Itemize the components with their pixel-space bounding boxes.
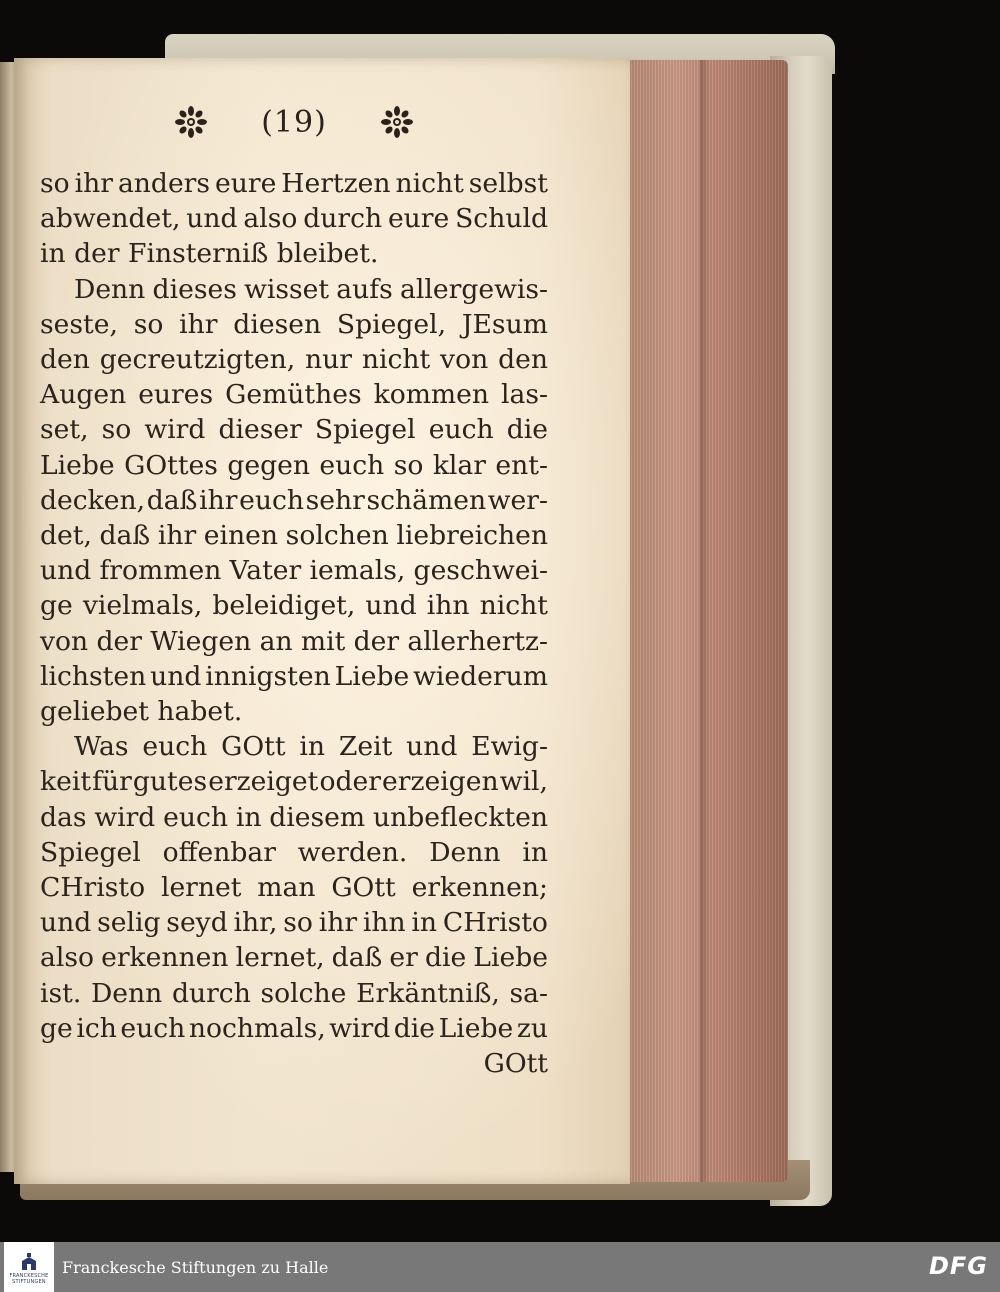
text-line: und frommen Vater iemals, geschwei- bbox=[40, 555, 548, 587]
page-edge-shadow bbox=[700, 60, 710, 1182]
text-line: Liebe GOttes gegen euch so klar ent- bbox=[40, 449, 548, 481]
institution-logo-icon bbox=[18, 1250, 40, 1272]
text-line: set, so wird dieser Spiegel euch die bbox=[40, 414, 548, 446]
book-page bbox=[14, 58, 630, 1184]
catchword: GOtt bbox=[483, 1048, 548, 1080]
text-line: Augen eures Gemüthes kommen las- bbox=[40, 379, 548, 411]
text-line: Was euch GOtt in Zeit und Ewig- bbox=[74, 731, 548, 763]
text-line: von der Wiegen an mit der allerhertz- bbox=[40, 625, 548, 657]
text-line: lichsten und innigsten Liebe wiederum bbox=[40, 660, 548, 692]
dfg-logo[interactable]: DFG bbox=[928, 1252, 988, 1280]
text-line: abwendet, und also durch eure Schuld bbox=[40, 203, 548, 235]
viewer-footer bbox=[0, 1242, 1000, 1292]
body-text bbox=[40, 166, 548, 1081]
text-line: seste, so ihr diesen Spiegel, JEsum bbox=[40, 308, 548, 340]
text-line: so ihr anders eure Hertzen nicht selbst bbox=[40, 168, 548, 199]
text-line: Spiegel offenbar werden. Denn in bbox=[40, 836, 548, 868]
logo-caption: FRANCKESCHE STIFTUNGEN bbox=[9, 1272, 49, 1285]
footer-title: Franckesche Stiftungen zu Halle bbox=[62, 1257, 329, 1277]
text-line: ge ich euch nochmals, wird die Liebe zu bbox=[40, 1012, 548, 1044]
text-line: ist. Denn durch solche Erkäntniß, sa- bbox=[40, 977, 548, 1009]
text-line: und selig seyd ihr, so ihr ihn in CHristo bbox=[40, 907, 548, 939]
text-line: das wird euch in diesem unbefleckten bbox=[40, 801, 548, 833]
text-line: Denn dieses wisset aufs allergewis- bbox=[74, 273, 548, 305]
page-number: (19) bbox=[261, 104, 327, 140]
page-header bbox=[174, 98, 414, 146]
ornament-right-icon bbox=[380, 105, 414, 139]
text-line: den gecreutzigten, nur nicht von den bbox=[40, 344, 548, 376]
text-line: det, daß ihr einen solchen liebreichen bbox=[40, 520, 548, 552]
text-line: keit für gutes erzeiget oder erzeigen wil, bbox=[40, 766, 548, 798]
text-line: geliebet habet. bbox=[40, 696, 243, 728]
ornament-left-icon bbox=[174, 105, 208, 139]
institution-logo[interactable] bbox=[4, 1242, 54, 1292]
text-line: in der Finsterniß bleibet. bbox=[40, 238, 379, 270]
text-line: ge vielmals, beleidiget, und ihn nicht bbox=[40, 590, 548, 622]
text-line: CHristo lernet man GOtt erkennen; bbox=[40, 872, 548, 904]
text-line: also erkennen lernet, daß er die Liebe bbox=[40, 942, 548, 974]
text-line: decken, daß ihr euch sehr schämen wer- bbox=[40, 484, 548, 516]
